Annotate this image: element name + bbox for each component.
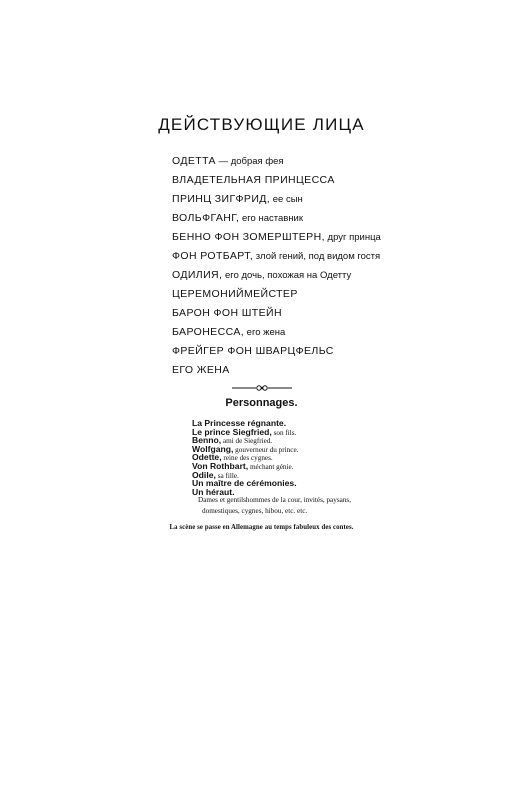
french-cast-name: La Princesse régnante. [192, 418, 287, 428]
french-cast-row [192, 478, 492, 487]
cast-description: его жена [244, 327, 286, 338]
cast-description: друг принца [324, 232, 381, 243]
french-cast-name: Odile, [192, 469, 216, 480]
cast-row [172, 207, 502, 226]
french-cast-description: sa fille. [215, 471, 239, 480]
cast-row [172, 283, 502, 302]
french-cast-description: ami de Siegfried. [221, 437, 273, 446]
french-cast-row [192, 435, 492, 444]
french-cast-row [192, 444, 492, 453]
cast-row [172, 150, 502, 169]
cast-row [172, 264, 502, 283]
cast-row [172, 302, 502, 321]
french-heading: Personnages. [225, 397, 298, 409]
cast-name: ПРИНЦ ЗИГФРИД, [172, 193, 271, 205]
cast-name: БЕННО ФОН ЗОМЕРШТЕРН, [172, 231, 325, 243]
cast-row [172, 226, 502, 245]
cast-name: ЕГО ЖЕНА [172, 364, 230, 376]
cast-row [172, 245, 502, 264]
cast-name: ФОН РОТБАРТ, [172, 250, 254, 262]
french-cast-description: gouverneur du prince. [233, 445, 299, 454]
french-cast-row [192, 470, 492, 479]
cast-list-french [192, 418, 492, 495]
cast-description: его дочь, похожая на Одетту [222, 270, 352, 281]
french-cast-name: Wolfgang, [192, 443, 234, 454]
cast-description: ее сын [270, 194, 303, 205]
ornament-divider [232, 384, 292, 392]
french-cast-row [192, 452, 492, 461]
cast-name: БАРОН ФОН ШТЕЙН [172, 307, 282, 319]
page-title: ДЕЙСТВУЮЩИЕ ЛИЦА [158, 115, 365, 134]
french-cast-row [192, 418, 492, 427]
cast-list-russian [172, 150, 502, 378]
cast-name: ВОЛЬФГАНГ, [172, 212, 240, 224]
cast-name: ЦЕРЕМОНИЙМЕЙСТЕР [172, 288, 298, 300]
french-cast-name: Un héraut. [192, 486, 235, 497]
french-cast-row [192, 427, 492, 436]
cast-row [172, 359, 502, 378]
french-cast-name: Le prince Siegfried, [192, 426, 272, 437]
cast-description: — добрая фея [215, 156, 284, 167]
cast-row [172, 321, 502, 340]
cast-name: ОДЕТТА [172, 155, 216, 167]
cast-name: БАРОНЕССА, [172, 326, 245, 338]
french-extras: Dames et gentilshommes de la cour, invités, paysans, domestiques, cygnes, hibou, etc. etc. [198, 496, 352, 515]
cast-name: ВЛАДЕТЕЛЬНАЯ ПРИНЦЕССА [172, 174, 335, 186]
cast-description: его наставник [239, 213, 304, 224]
cast-name: ОДИЛИЯ, [172, 269, 223, 281]
french-cast-name: Benno, [192, 435, 222, 446]
cast-name: ФРЕЙГЕР ФОН ШВАРЦФЕЛЬС [172, 345, 334, 357]
cast-row [172, 169, 502, 188]
scene-note: La scène se passe en Allemagne au temps fabuleux des contes. [169, 524, 354, 531]
cast-row [172, 340, 502, 359]
french-cast-row [192, 461, 492, 470]
cast-row [172, 188, 502, 207]
cast-description: злой гений, под видом гостя [253, 251, 381, 262]
french-cast-name: Un maître de cérémonies. [192, 478, 297, 489]
french-cast-name: Von Rothbart, [192, 460, 249, 471]
french-cast-description: reine des cygnes. [221, 454, 273, 463]
french-cast-name: Odette, [192, 452, 222, 463]
french-cast-description: son fils. [271, 428, 297, 437]
french-cast-description: méchant génie. [248, 462, 294, 471]
